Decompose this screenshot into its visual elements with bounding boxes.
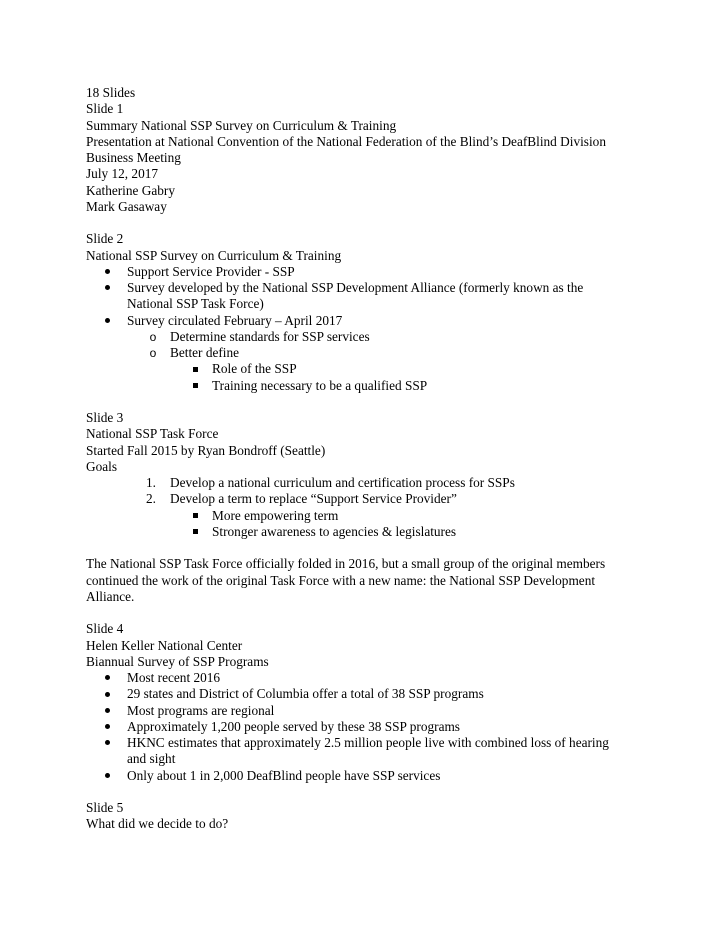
slide-count: 18 Slides (86, 85, 136, 100)
list-item: Survey developed by the National SSP Development Alliance (formerly known as the National SSP Task Force) (86, 280, 646, 313)
circle-bullet-icon: o (149, 346, 157, 360)
slide-3-goals-heading: Goals (86, 458, 118, 474)
square-bullet-icon (193, 383, 198, 388)
bullet-dot-icon (105, 269, 110, 274)
bullet-dot-icon (105, 692, 110, 697)
list-item: Support Service Provider - SSP (86, 264, 646, 280)
slide-3-title: National SSP Task Force (86, 426, 219, 442)
bullet-dot-icon (105, 285, 110, 290)
list-item: More empowering term (86, 508, 646, 524)
slide-3-started: Started Fall 2015 by Ryan Bondroff (Seattle) (86, 442, 326, 458)
slide-3-goal-sub-list (86, 508, 646, 541)
slide-4-title: Helen Keller National Center (86, 637, 243, 653)
slide-4-label: Slide 4 (86, 621, 124, 637)
list-item: 29 states and District of Columbia offer a total of 38 SSP programs (86, 686, 646, 702)
list-item: Only about 1 in 2,000 DeafBlind people have SSP services (86, 768, 646, 784)
list-item: Survey circulated February – April 2017 (86, 313, 646, 329)
slide-2-bullet-list (86, 264, 646, 394)
list-item: Most programs are regional (86, 703, 646, 719)
slide-2-title: National SSP Survey on Curriculum & Training (86, 247, 342, 263)
circle-bullet-icon: o (149, 329, 157, 344)
bullet-dot-icon (105, 740, 110, 745)
list-item: o Determine standards for SSP services (149, 328, 370, 344)
slide-3-paragraph: The National SSP Task Force officially folded in 2016, but a small group of the original members continued the work of the original Task Force with a new name: the National SSP Development Alliance. (86, 556, 606, 604)
bullet-dot-icon (105, 675, 110, 680)
list-item: 1. Develop a national curriculum and certification process for SSPs (146, 475, 515, 490)
list-item: Most recent 2016 (86, 670, 646, 686)
square-bullet-icon (193, 529, 198, 534)
bullet-dot-icon (105, 708, 110, 713)
slide-3-label: Slide 3 (86, 410, 124, 425)
list-item: Role of the SSP (86, 361, 646, 377)
slide-1-presentation-line: Presentation at National Convention of the National Federation of the Blind’s DeafBlind Division Business Meeting (86, 133, 606, 165)
slide-1-label: Slide 1 (86, 101, 124, 117)
list-item: HKNC estimates that approximately 2.5 million people live with combined loss of hearing and sight (86, 735, 646, 768)
list-item: o Better define (149, 345, 240, 360)
slide-1-title: Summary National SSP Survey on Curriculum & Training (86, 117, 397, 133)
list-item: Training necessary to be a qualified SSP (86, 378, 646, 394)
list-item: Stronger awareness to agencies & legislatures (86, 524, 646, 540)
slide-5-label: Slide 5 (86, 800, 124, 815)
list-item: Approximately 1,200 people served by these 38 SSP programs (86, 719, 646, 735)
bullet-dot-icon (105, 318, 110, 323)
square-bullet-icon (193, 513, 198, 518)
slide-1-presenter: Mark Gasaway (86, 198, 167, 214)
slide-4-bullet-list (86, 670, 646, 784)
list-item: 2. Develop a term to replace “Support Service Provider” (146, 491, 457, 507)
bullet-dot-icon (105, 724, 110, 729)
document-page (86, 85, 646, 833)
slide-1-presenter: Katherine Gabry (86, 182, 175, 198)
square-bullet-icon (193, 367, 198, 372)
slide-1-date: July 12, 2017 (86, 166, 159, 182)
slide-2-label: Slide 2 (86, 231, 124, 247)
slide-4-subtitle: Biannual Survey of SSP Programs (86, 653, 269, 669)
slide-5-question: What did we decide to do? (86, 816, 229, 832)
bullet-dot-icon (105, 773, 110, 778)
slide-3-goals-list (86, 475, 646, 508)
